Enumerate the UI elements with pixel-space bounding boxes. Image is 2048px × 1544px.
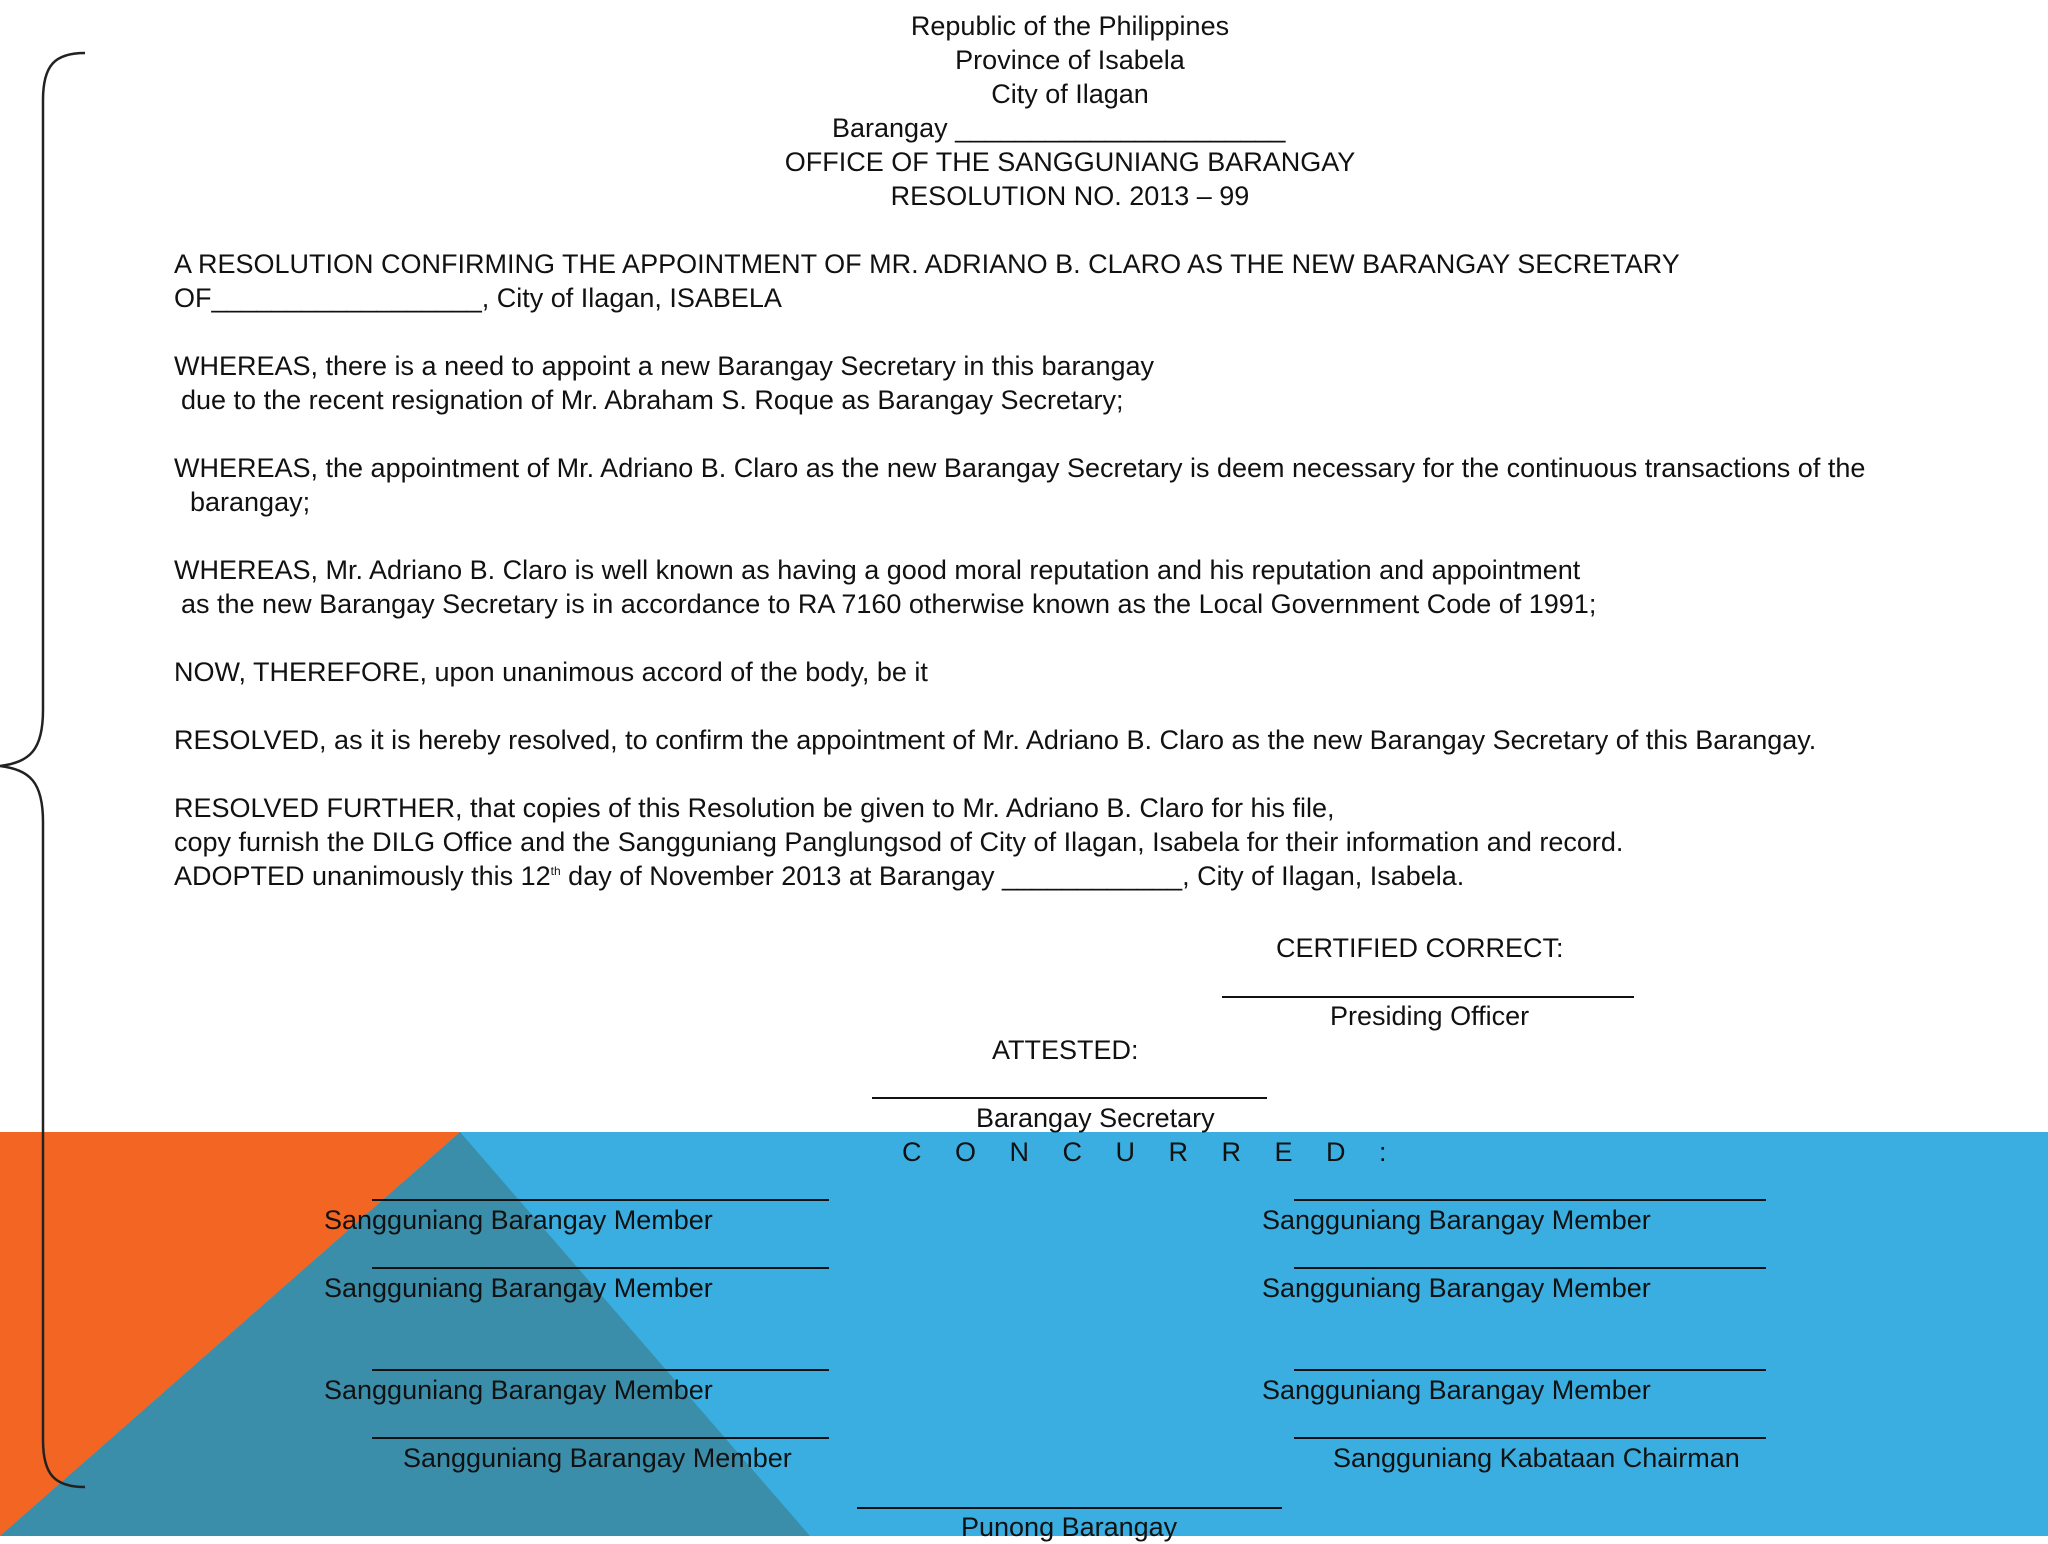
- member-right-1-signature-line: [1294, 1199, 1766, 1201]
- now-therefore: NOW, THEREFORE, upon unanimous accord of the body, be it: [174, 657, 928, 687]
- member-left-1-signature-line: [372, 1199, 829, 1201]
- header-province: Province of Isabela: [955, 45, 1185, 75]
- whereas-2-line2: barangay;: [190, 487, 311, 517]
- barangay-secretary-signature-line: [872, 1097, 1267, 1099]
- header-office: OFFICE OF THE SANGGUNIANG BARANGAY: [784, 147, 1356, 177]
- member-left-3-label: Sangguniang Barangay Member: [324, 1375, 713, 1405]
- adopted-prefix: ADOPTED unanimously this 12: [174, 861, 551, 891]
- member-right-3-signature-line: [1294, 1369, 1766, 1371]
- whereas-1-line2: due to the recent resignation of Mr. Abraham S. Roque as Barangay Secretary;: [181, 385, 1124, 415]
- member-left-1-label: Sangguniang Barangay Member: [324, 1205, 713, 1235]
- presiding-officer-label: Presiding Officer: [1330, 1001, 1530, 1031]
- whereas-3-line2: as the new Barangay Secretary is in accordance to RA 7160 otherwise known as the Local Government Code of 1991;: [181, 589, 1597, 619]
- punong-barangay-signature-line: [857, 1507, 1282, 1509]
- adopted-suffix: day of November 2013 at Barangay ____________, City of Ilagan, Isabela.: [560, 861, 1465, 891]
- adopted-ordinal: th: [550, 864, 561, 878]
- header-city: City of Ilagan: [991, 79, 1149, 109]
- resolved-further-line1: RESOLVED FURTHER, that copies of this Resolution be given to Mr. Adriano B. Claro for his file,: [174, 793, 1335, 823]
- header-barangay: Barangay ______________________: [832, 113, 1286, 143]
- member-right-4-signature-line: [1294, 1437, 1766, 1439]
- member-right-2-signature-line: [1294, 1267, 1766, 1269]
- adopted-line: [174, 859, 1464, 893]
- resolution-number: RESOLUTION NO. 2013 – 99: [890, 181, 1250, 211]
- resolution-title-line2: OF__________________, City of Ilagan, ISABELA: [174, 283, 782, 313]
- sk-chairman-label: Sangguniang Kabataan Chairman: [1333, 1443, 1740, 1473]
- member-right-2-label: Sangguniang Barangay Member: [1262, 1273, 1651, 1303]
- left-curly-brace: [0, 50, 100, 1490]
- concurred-label: C O N C U R R E D :: [902, 1137, 1400, 1167]
- whereas-2-line1: WHEREAS, the appointment of Mr. Adriano B. Claro as the new Barangay Secretary is deem necessary for the continuous transactions of the: [174, 453, 1866, 483]
- whereas-3-line1: WHEREAS, Mr. Adriano B. Claro is well known as having a good moral reputation and his reputation and appointment: [174, 555, 1581, 585]
- punong-barangay-label: Punong Barangay: [961, 1512, 1178, 1542]
- header-republic: Republic of the Philippines: [910, 11, 1230, 41]
- member-left-2-signature-line: [372, 1267, 829, 1269]
- member-left-2-label: Sangguniang Barangay Member: [324, 1273, 713, 1303]
- whereas-1-line1: WHEREAS, there is a need to appoint a new Barangay Secretary in this barangay: [174, 351, 1155, 381]
- member-left-3-signature-line: [372, 1369, 829, 1371]
- member-right-1-label: Sangguniang Barangay Member: [1262, 1205, 1651, 1235]
- resolved-further-line2: copy furnish the DILG Office and the Sangguniang Panglungsod of City of Ilagan, Isabela for their information and record.: [174, 827, 1624, 857]
- member-left-4-label: Sangguniang Barangay Member: [403, 1443, 792, 1473]
- member-right-3-label: Sangguniang Barangay Member: [1262, 1375, 1651, 1405]
- certified-correct-label: CERTIFIED CORRECT:: [1276, 933, 1564, 963]
- attested-label: ATTESTED:: [992, 1035, 1139, 1065]
- resolved-clause: RESOLVED, as it is hereby resolved, to confirm the appointment of Mr. Adriano B. Claro as the new Barangay Secretary of this Barangay.: [174, 725, 1817, 755]
- barangay-secretary-label: Barangay Secretary: [976, 1103, 1215, 1133]
- member-left-4-signature-line: [372, 1437, 829, 1439]
- presiding-officer-signature-line: [1222, 996, 1634, 998]
- resolution-title-line1: A RESOLUTION CONFIRMING THE APPOINTMENT OF MR. ADRIANO B. CLARO AS THE NEW BARANGAY SECRETARY: [174, 249, 1680, 279]
